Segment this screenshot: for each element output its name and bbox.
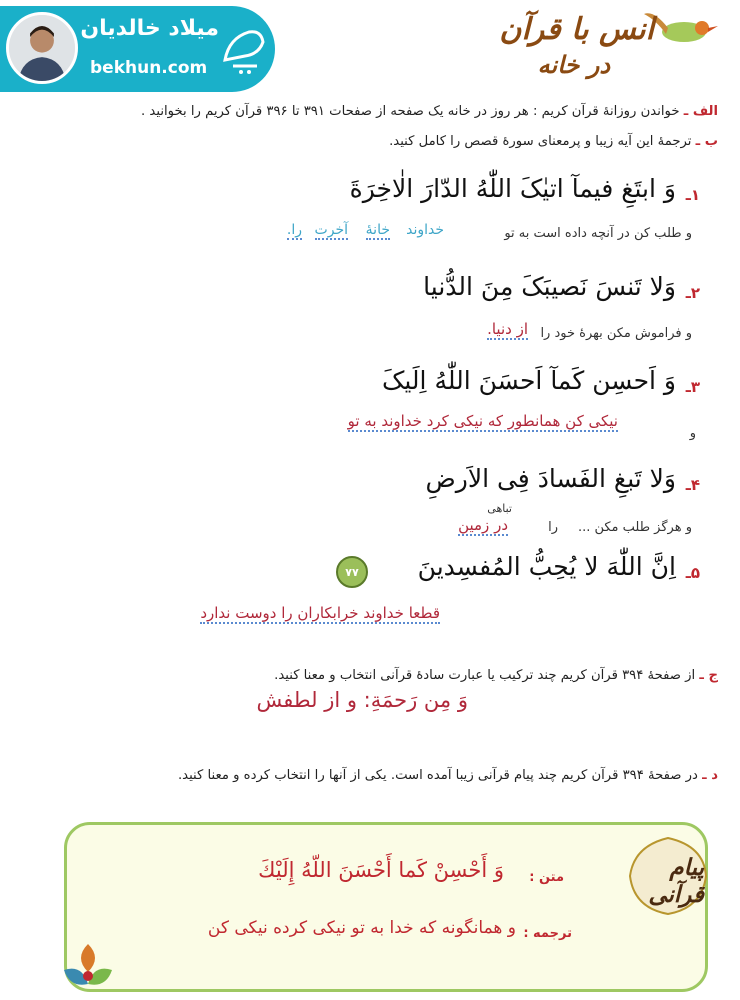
answer-handwriting: خداوند	[406, 222, 444, 238]
answer-handwriting: را.	[286, 222, 302, 238]
tarjome-label: ترجمه :	[523, 926, 572, 941]
quran-message-title: پیام قرآنی	[648, 854, 704, 908]
verse-arabic: اِنَّ اللّٰهَ لا یُحِبُّ المُفسِدینَ	[417, 552, 676, 581]
bekhun-logo	[219, 20, 269, 76]
instruction-a-tag: الف ـ	[683, 104, 718, 119]
instruction-d-tag: د ـ	[702, 768, 718, 783]
answer-handwriting: آخرت	[314, 222, 348, 238]
answer-handwriting: قطعا خداوند خرابکاران را دوست ندارد	[200, 604, 440, 622]
verse-number: ۵ـ	[685, 564, 700, 582]
author-avatar	[6, 12, 78, 84]
verse-print-translation: و هرگز طلب مکن ...	[577, 520, 692, 535]
quran-message-box	[64, 822, 708, 992]
matn-label: متن :	[529, 870, 564, 885]
verse-print-translation: را	[548, 520, 558, 535]
instruction-a-text: خواندن روزانهٔ قرآن کریم : هر روز در خانه یک صفحه از صفحات ۳۹۱ تا ۳۹۶ قرآن کریم را بخوانید .	[141, 104, 680, 119]
verse-arabic: وَلا تَبغِ الفَسادَ فِی الاَرضِ	[425, 464, 676, 493]
answer-handwriting: نیکی کن همانطور که نیکی کرد خداوند به تو	[347, 412, 618, 430]
answer-handwriting: از دنیا.	[487, 320, 528, 338]
answer-handwriting: خانهٔ	[365, 222, 390, 238]
verse-arabic: وَ اَحسِن کَمآ اَحسَنَ اللّٰهُ اِلَیکَ	[382, 366, 676, 395]
verse-number: ۲ـ	[685, 284, 700, 302]
answer-handwriting: وَ مِن رَحمَةِ: و از لطفش	[256, 688, 468, 712]
verse-number: ۴ـ	[685, 476, 700, 494]
site-url[interactable]: bekhun.com	[90, 58, 208, 78]
instruction-c-tag: ج ـ	[699, 668, 718, 683]
ayah-number-medal: ۷۷	[336, 556, 368, 588]
instruction-d	[178, 768, 718, 783]
verse-print-translation: و فراموش مکن بهرهٔ خود را	[540, 326, 692, 341]
instruction-c	[274, 668, 718, 683]
instruction-b-tag: ب ـ	[695, 134, 718, 149]
matn-text: وَ أَحْسِنْ كَما أَحْسَنَ اللّهُ إِلَيْكَ	[258, 858, 504, 882]
instruction-a	[141, 104, 718, 119]
instruction-d-text: در صفحهٔ ۳۹۴ قرآن کریم چند پیام قرآنی زیبا آمده است. یکی از آنها را انتخاب کرده و معنا کنید.	[177, 768, 698, 783]
lesson-title-2: در خانه	[537, 50, 610, 79]
lesson-title-1: انس با قرآن	[499, 12, 654, 47]
verse-annotation: تباهی	[487, 502, 512, 515]
verse-print-translation: و	[689, 426, 696, 441]
verse-arabic: وَ ابتَغِ فیمآ اتیٰکَ اللّٰهُ الدّارَ الٰاخِرَةَ	[349, 174, 676, 203]
tarjome-text: و همانگونه که خدا به تو نیکی کرده نیکی کن	[207, 918, 516, 938]
author-name: میلاد خالدیان	[80, 16, 219, 41]
brand-banner	[0, 6, 275, 92]
verse-arabic: وَلا تَنسَ نَصیبَکَ مِنَ الدُّنیا	[423, 272, 676, 301]
lesson-heading	[490, 6, 720, 88]
instruction-c-text: از صفحهٔ ۳۹۴ قرآن کریم چند ترکیب یا عبارت سادهٔ قرآنی انتخاب و معنا کنید.	[274, 668, 696, 683]
instruction-b	[389, 134, 718, 149]
verse-number: ۳ـ	[685, 378, 700, 396]
answer-handwriting: در زمین	[458, 516, 508, 534]
quran-message-badge	[626, 836, 710, 916]
floral-ornament-icon	[58, 940, 118, 996]
verse-print-translation: و طلب کن در آنچه داده است به تو	[504, 226, 692, 241]
instruction-b-text: ترجمهٔ این آیه زیبا و پرمعنای سورهٔ قصص را کامل کنید.	[389, 134, 692, 149]
verse-number: ۱ـ	[685, 186, 700, 204]
